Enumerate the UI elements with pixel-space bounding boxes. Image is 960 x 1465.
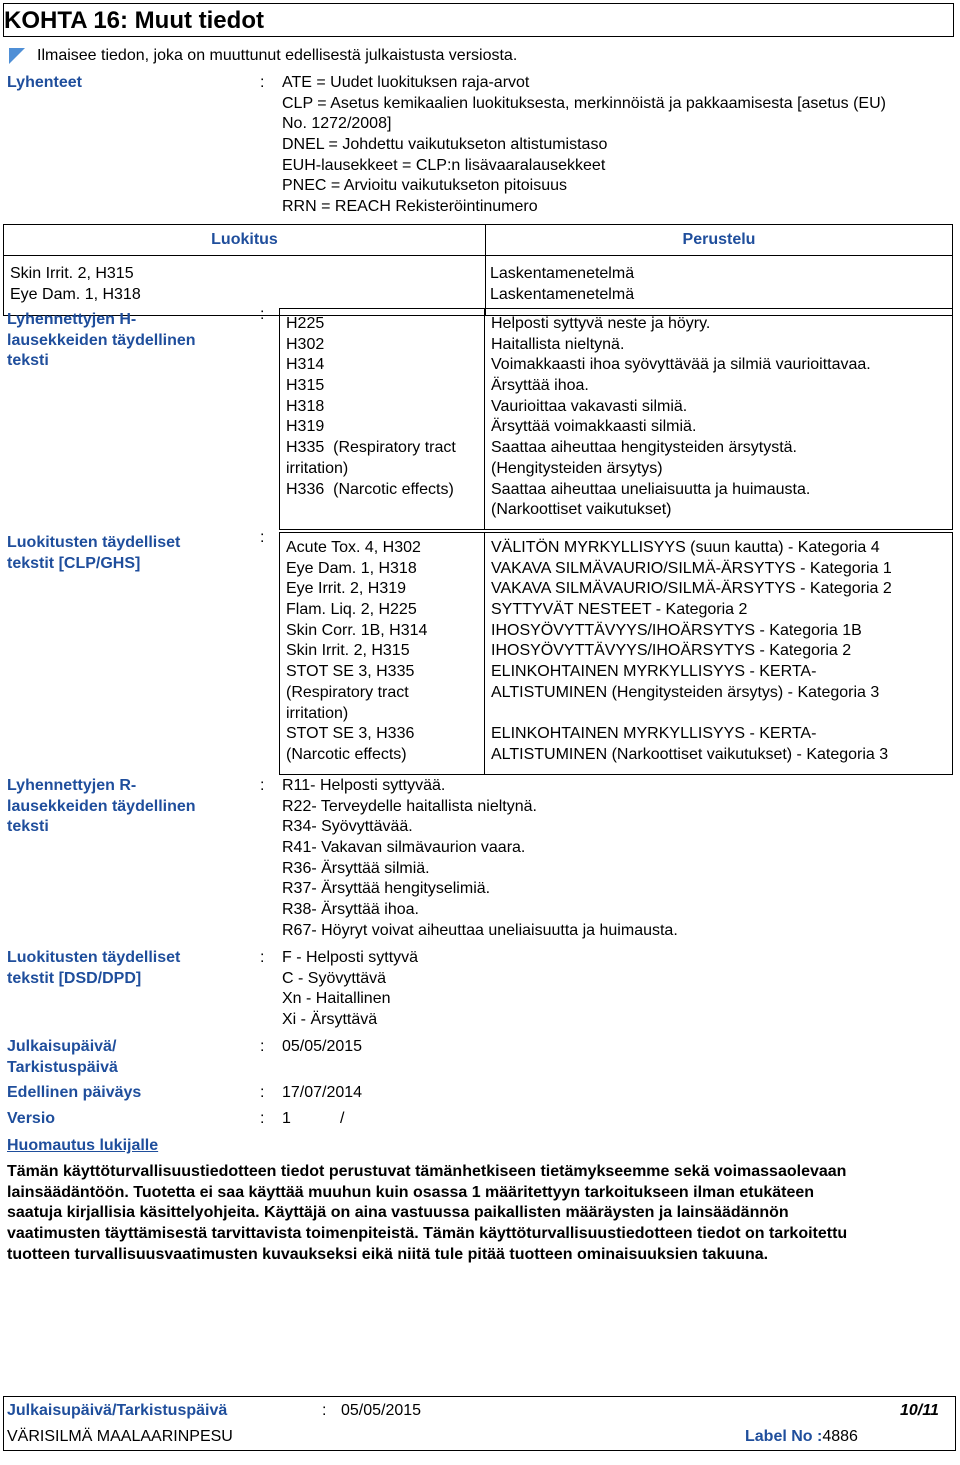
- h-code: H335 (Respiratory tract: [286, 439, 456, 457]
- clp-text: VAKAVA SILMÄVAURIO/SILMÄ-ÄRSYTYS - Kategoria 2: [491, 580, 892, 598]
- classification-value: Eye Dam. 1, H318: [10, 285, 141, 303]
- revision-triangle-icon: [9, 48, 25, 64]
- r-phrase: R37- Ärsyttää hengityselimiä.: [282, 880, 491, 898]
- h-text: Ärsyttää ihoa.: [491, 377, 589, 395]
- h-code: H336 (Narcotic effects): [286, 480, 454, 498]
- dsd-line: Xi - Ärsyttävä: [282, 1011, 378, 1029]
- footer-date-label: Julkaisupäivä/Tarkistuspäivä: [7, 1402, 228, 1419]
- dsd-line: C - Syövyttävä: [282, 969, 387, 987]
- label-number: [745, 1427, 858, 1447]
- dsd-line: Xn - Haitallinen: [282, 990, 391, 1008]
- issue-date-colon: :: [260, 1038, 265, 1055]
- version-number: 1: [282, 1110, 291, 1127]
- clp-text: ELINKOHTAINEN MYRKYLLISYYS - KERTA-: [491, 663, 817, 681]
- abbreviation-line: PNEC = Arvioitu vaikutukseton pitoisuus: [282, 177, 568, 195]
- h-statements-colon: :: [260, 306, 265, 323]
- clp-texts-cell: [485, 533, 953, 775]
- clp-code: Acute Tox. 4, H302: [286, 539, 421, 556]
- classification-table: [3, 224, 953, 316]
- version-label: Versio: [7, 1110, 56, 1127]
- h-texts-cell: [485, 309, 953, 530]
- issue-date-label: Julkaisupäivä/ Tarkistuspäivä: [7, 1038, 118, 1076]
- reader-note-text: Tämän käyttöturvallisuustiedotteen tiedot perustuvat tämänhetkiseen tietämykseemme sekä voimassaolevaan lainsäädäntöön. Tuotetta ei saa käyttää muuhun kuin osassa 1 määritettyyn tarkoitukseen ilman etukäteen saatuja kirjallisia käsittelyohjeita. Käyttäjä on aina vastuussa paikallisten määräysten ja lainsäädännön vaatimusten täyttämisestä tarvittavista toimenpiteistä. Tämän käyttöturvallisuustiedotteen tiedot on tarkoitettu tuotteen turvallisuusvaatimusten kuvaukseksi eikä niitä tule pitää tuotteen ominaisuuksien takuuna.: [7, 1163, 848, 1263]
- r-phrase: R36- Ärsyttää silmiä.: [282, 859, 430, 877]
- version-colon: :: [260, 1110, 265, 1127]
- clp-text: ALTISTUMINEN (Hengitysteiden ärsytys) - Kategoria 3: [491, 683, 880, 701]
- abbreviations-label: Lyhenteet: [7, 74, 82, 91]
- r-phrases-list: [282, 776, 678, 942]
- r-phrase: R11- Helposti syttyvää.: [282, 777, 446, 794]
- change-note-text: Ilmaisee tiedon, joka on muuttunut edellisestä julkaistusta versiosta.: [37, 47, 518, 64]
- issue-date-value: 05/05/2015: [282, 1038, 363, 1055]
- clp-text: SYTTYVÄT NESTEET - Kategoria 2: [491, 601, 748, 619]
- dsd-list: [282, 948, 418, 1031]
- classification-cell: [4, 256, 486, 316]
- h-code: H315: [286, 377, 325, 395]
- justification-header: Perustelu: [486, 225, 953, 256]
- abbreviation-line: DNEL = Johdettu vaikutukseton altistumistaso: [282, 136, 608, 154]
- classification-value: Skin Irrit. 2, H315: [10, 265, 134, 282]
- r-phrases-colon: :: [260, 777, 265, 794]
- h-text: Helposti syttyvä neste ja höyry.: [491, 315, 711, 332]
- clp-codes-cell: [280, 533, 485, 775]
- clp-text: ELINKOHTAINEN MYRKYLLISYYS - KERTA-: [491, 725, 817, 743]
- h-code: irritation): [286, 459, 349, 477]
- page-number: 10/11: [900, 1402, 939, 1419]
- previous-date-label: Edellinen päiväys: [7, 1084, 142, 1101]
- h-code: H302: [286, 335, 325, 353]
- justification-value: Laskentamenetelmä: [490, 265, 635, 282]
- h-code: H314: [286, 356, 325, 374]
- h-text: Voimakkaasti ihoa syövyttävää ja silmiä vaurioittavaa.: [491, 356, 871, 374]
- clp-code: (Narcotic effects): [286, 745, 407, 763]
- clp-text: VAKAVA SILMÄVAURIO/SILMÄ-ÄRSYTYS - Kategoria 1: [491, 559, 892, 577]
- label-number-prefix: Label No :: [745, 1428, 823, 1445]
- justification-value: Laskentamenetelmä: [490, 285, 635, 303]
- clp-code: Eye Dam. 1, H318: [286, 559, 417, 577]
- clp-text: ALTISTUMINEN (Narkoottiset vaikutukset) - Kategoria 3: [491, 745, 889, 763]
- h-code: H225: [286, 315, 325, 332]
- h-text: Vaurioittaa vakavasti silmiä.: [491, 397, 688, 415]
- reader-note-label: Huomautus lukijalle: [7, 1137, 159, 1154]
- clp-colon: :: [260, 529, 265, 546]
- h-code: H318: [286, 397, 325, 415]
- footer-colon: :: [322, 1402, 327, 1419]
- clp-text: IHOSYÖVYTTÄVYYS/IHOÄRSYTYS - Kategoria 1B: [491, 621, 862, 639]
- clp-text: IHOSYÖVYTTÄVYYS/IHOÄRSYTYS - Kategoria 2: [491, 642, 852, 660]
- r-phrase: R67- Höyryt voivat aiheuttaa uneliaisuutta ja huimausta.: [282, 921, 678, 939]
- abbreviation-line: No. 1272/2008]: [282, 115, 392, 133]
- h-text: Saattaa aiheuttaa uneliaisuutta ja huimausta.: [491, 480, 811, 498]
- h-text: Saattaa aiheuttaa hengitysteiden ärsytystä.: [491, 439, 797, 457]
- clp-label: Luokitusten täydelliset tekstit [CLP/GHS]: [7, 534, 181, 572]
- clp-code: Skin Corr. 1B, H314: [286, 621, 428, 639]
- product-name: VÄRISILMÄ MAALAARINPESU: [7, 1428, 233, 1445]
- clp-code: irritation): [286, 704, 349, 722]
- previous-date-colon: :: [260, 1084, 265, 1101]
- abbreviation-line: EUH-lausekkeet = CLP:n lisävaaralausekkeet: [282, 156, 606, 174]
- r-phrases-label: Lyhennettyjen R- lausekkeiden täydellinen teksti: [7, 777, 196, 836]
- clp-code: Skin Irrit. 2, H315: [286, 642, 410, 660]
- h-statements-label: Lyhennettyjen H- lausekkeiden täydellinen teksti: [7, 311, 196, 370]
- clp-code: STOT SE 3, H335: [286, 663, 415, 681]
- clp-text: [491, 704, 952, 725]
- abbreviations-list: [282, 73, 886, 218]
- dsd-label: Luokitusten täydelliset tekstit [DSD/DPD]: [7, 949, 181, 987]
- r-phrase: R34- Syövyttävää.: [282, 818, 413, 836]
- clp-code: Eye Irrit. 2, H319: [286, 580, 407, 598]
- version-slash: /: [340, 1110, 345, 1127]
- h-text: (Hengitysteiden ärsytys): [491, 459, 663, 477]
- section-title: KOHTA 16: Muut tiedot: [4, 7, 264, 34]
- justification-cell: [486, 256, 953, 316]
- abbreviation-line: ATE = Uudet luokituksen raja-arvot: [282, 74, 530, 91]
- clp-code: STOT SE 3, H336: [286, 725, 415, 743]
- label-number-value: 4886: [822, 1428, 858, 1445]
- dsd-line: F - Helposti syttyvä: [282, 949, 419, 966]
- h-text: Ärsyttää voimakkaasti silmiä.: [491, 418, 697, 436]
- r-phrase: R41- Vakavan silmävaurion vaara.: [282, 839, 526, 857]
- clp-classifications-table: [279, 532, 953, 775]
- h-codes-cell: [280, 309, 485, 530]
- classification-header: Luokitus: [4, 225, 486, 256]
- h-text: Haitallista nieltynä.: [491, 335, 625, 353]
- h-text: (Narkoottiset vaikutukset): [491, 501, 672, 519]
- clp-code: (Respiratory tract: [286, 683, 409, 701]
- abbreviation-line: CLP = Asetus kemikaalien luokituksesta, merkinnöistä ja pakkaamisesta [asetus (EU): [282, 94, 886, 112]
- dsd-colon: :: [260, 949, 265, 966]
- abbreviations-colon: :: [260, 74, 265, 91]
- previous-date-value: 17/07/2014: [282, 1084, 363, 1101]
- r-phrase: R38- Ärsyttää ihoa.: [282, 901, 419, 919]
- h-code: H319: [286, 418, 325, 436]
- clp-code: Flam. Liq. 2, H225: [286, 601, 417, 619]
- r-phrase: R22- Terveydelle haitallista nieltynä.: [282, 797, 537, 815]
- clp-text: VÄLITÖN MYRKYLLISYYS (suun kautta) - Kategoria 4: [491, 539, 880, 556]
- h-statements-table: [279, 308, 953, 530]
- footer-date: 05/05/2015: [341, 1402, 422, 1419]
- abbreviation-line: RRN = REACH Rekisteröintinumero: [282, 198, 538, 216]
